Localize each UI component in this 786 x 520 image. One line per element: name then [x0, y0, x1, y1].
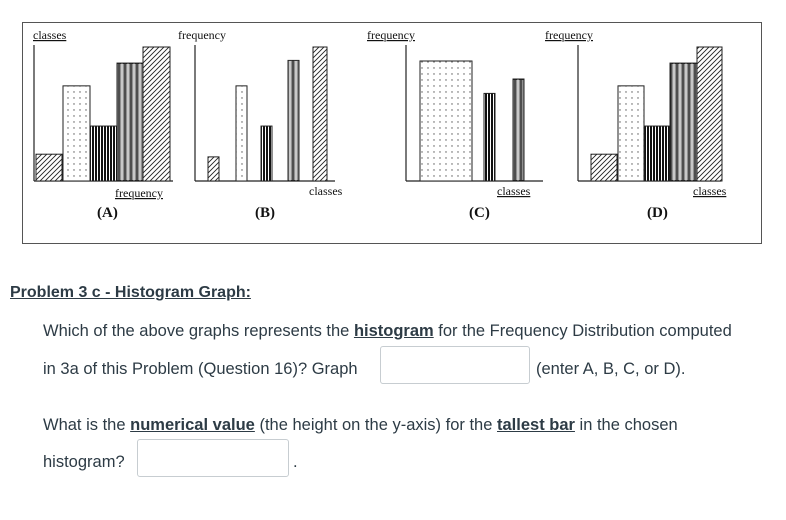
- graph-letter-input[interactable]: [380, 346, 530, 384]
- question-1-line-2: in 3a of this Problem (Question 16)? Graph: [43, 360, 358, 378]
- question-1-hint: (enter A, B, C, or D).: [536, 360, 686, 378]
- histogram-keyword: histogram: [353, 322, 434, 340]
- figure-canvas: [23, 23, 763, 245]
- bar-4-4: [670, 63, 697, 181]
- bar-2-4: [288, 60, 299, 181]
- bar-1-3: [90, 126, 117, 181]
- bar-3-1: [420, 61, 472, 181]
- graph-a: [33, 28, 173, 221]
- graph-a-top-axis-label: classes: [33, 28, 67, 42]
- tallest-bar-keyword: tallest bar: [497, 416, 575, 434]
- graph-d-bottom-axis-label: classes: [693, 184, 727, 198]
- graph-d-top-axis-label: frequency: [545, 28, 593, 42]
- bar-3-3: [513, 79, 524, 181]
- graph-c-bottom-axis-label: classes: [497, 184, 531, 198]
- bar-3-2: [484, 93, 495, 181]
- numerical-value-keyword: numerical value: [130, 416, 255, 434]
- question-2-line-2: histogram?: [43, 453, 125, 471]
- graph-d-bars: [591, 47, 722, 181]
- tallest-bar-value-input[interactable]: [137, 439, 289, 477]
- question-1-line-1: Which of the above graphs represents the histogram for the Frequency Distribution computed: [43, 322, 732, 340]
- graph-a-bars: [36, 47, 170, 181]
- graph-b-bottom-axis-label: classes: [309, 184, 343, 198]
- graph-c-top-axis-label: frequency: [367, 28, 415, 42]
- graph-b: [178, 28, 343, 221]
- bar-2-3: [261, 126, 272, 181]
- graph-c-bars: [420, 61, 524, 181]
- bar-1-4: [117, 63, 143, 181]
- graph-b-top-axis-label: frequency: [178, 28, 226, 42]
- question-2-line-1: What is the numerical value (the height on the y-axis) for the tallest bar in the chosen: [43, 416, 678, 434]
- graph-c-label: (C): [469, 205, 490, 221]
- bar-2-5: [313, 47, 327, 181]
- problem-title: Problem 3 c - Histogram Graph:: [10, 284, 251, 301]
- bar-4-3: [644, 126, 671, 181]
- bar-1-1: [36, 154, 62, 181]
- bar-4-2: [618, 86, 644, 181]
- bar-2-1: [208, 157, 219, 181]
- bar-4-1: [591, 154, 617, 181]
- graph-a-bottom-axis-label: frequency: [115, 186, 163, 200]
- graph-d: [545, 28, 727, 221]
- graph-a-label: (A): [97, 205, 118, 221]
- bar-1-2: [63, 86, 90, 181]
- question-2-trailing-period: .: [293, 453, 298, 471]
- graph-c: [367, 28, 543, 221]
- histogram-options-figure: [22, 22, 762, 244]
- graph-b-label: (B): [255, 205, 275, 221]
- graph-d-label: (D): [647, 205, 668, 221]
- bar-2-2: [236, 86, 247, 181]
- bar-1-5: [143, 47, 170, 181]
- bar-4-5: [697, 47, 722, 181]
- graph-b-bars: [208, 47, 327, 181]
